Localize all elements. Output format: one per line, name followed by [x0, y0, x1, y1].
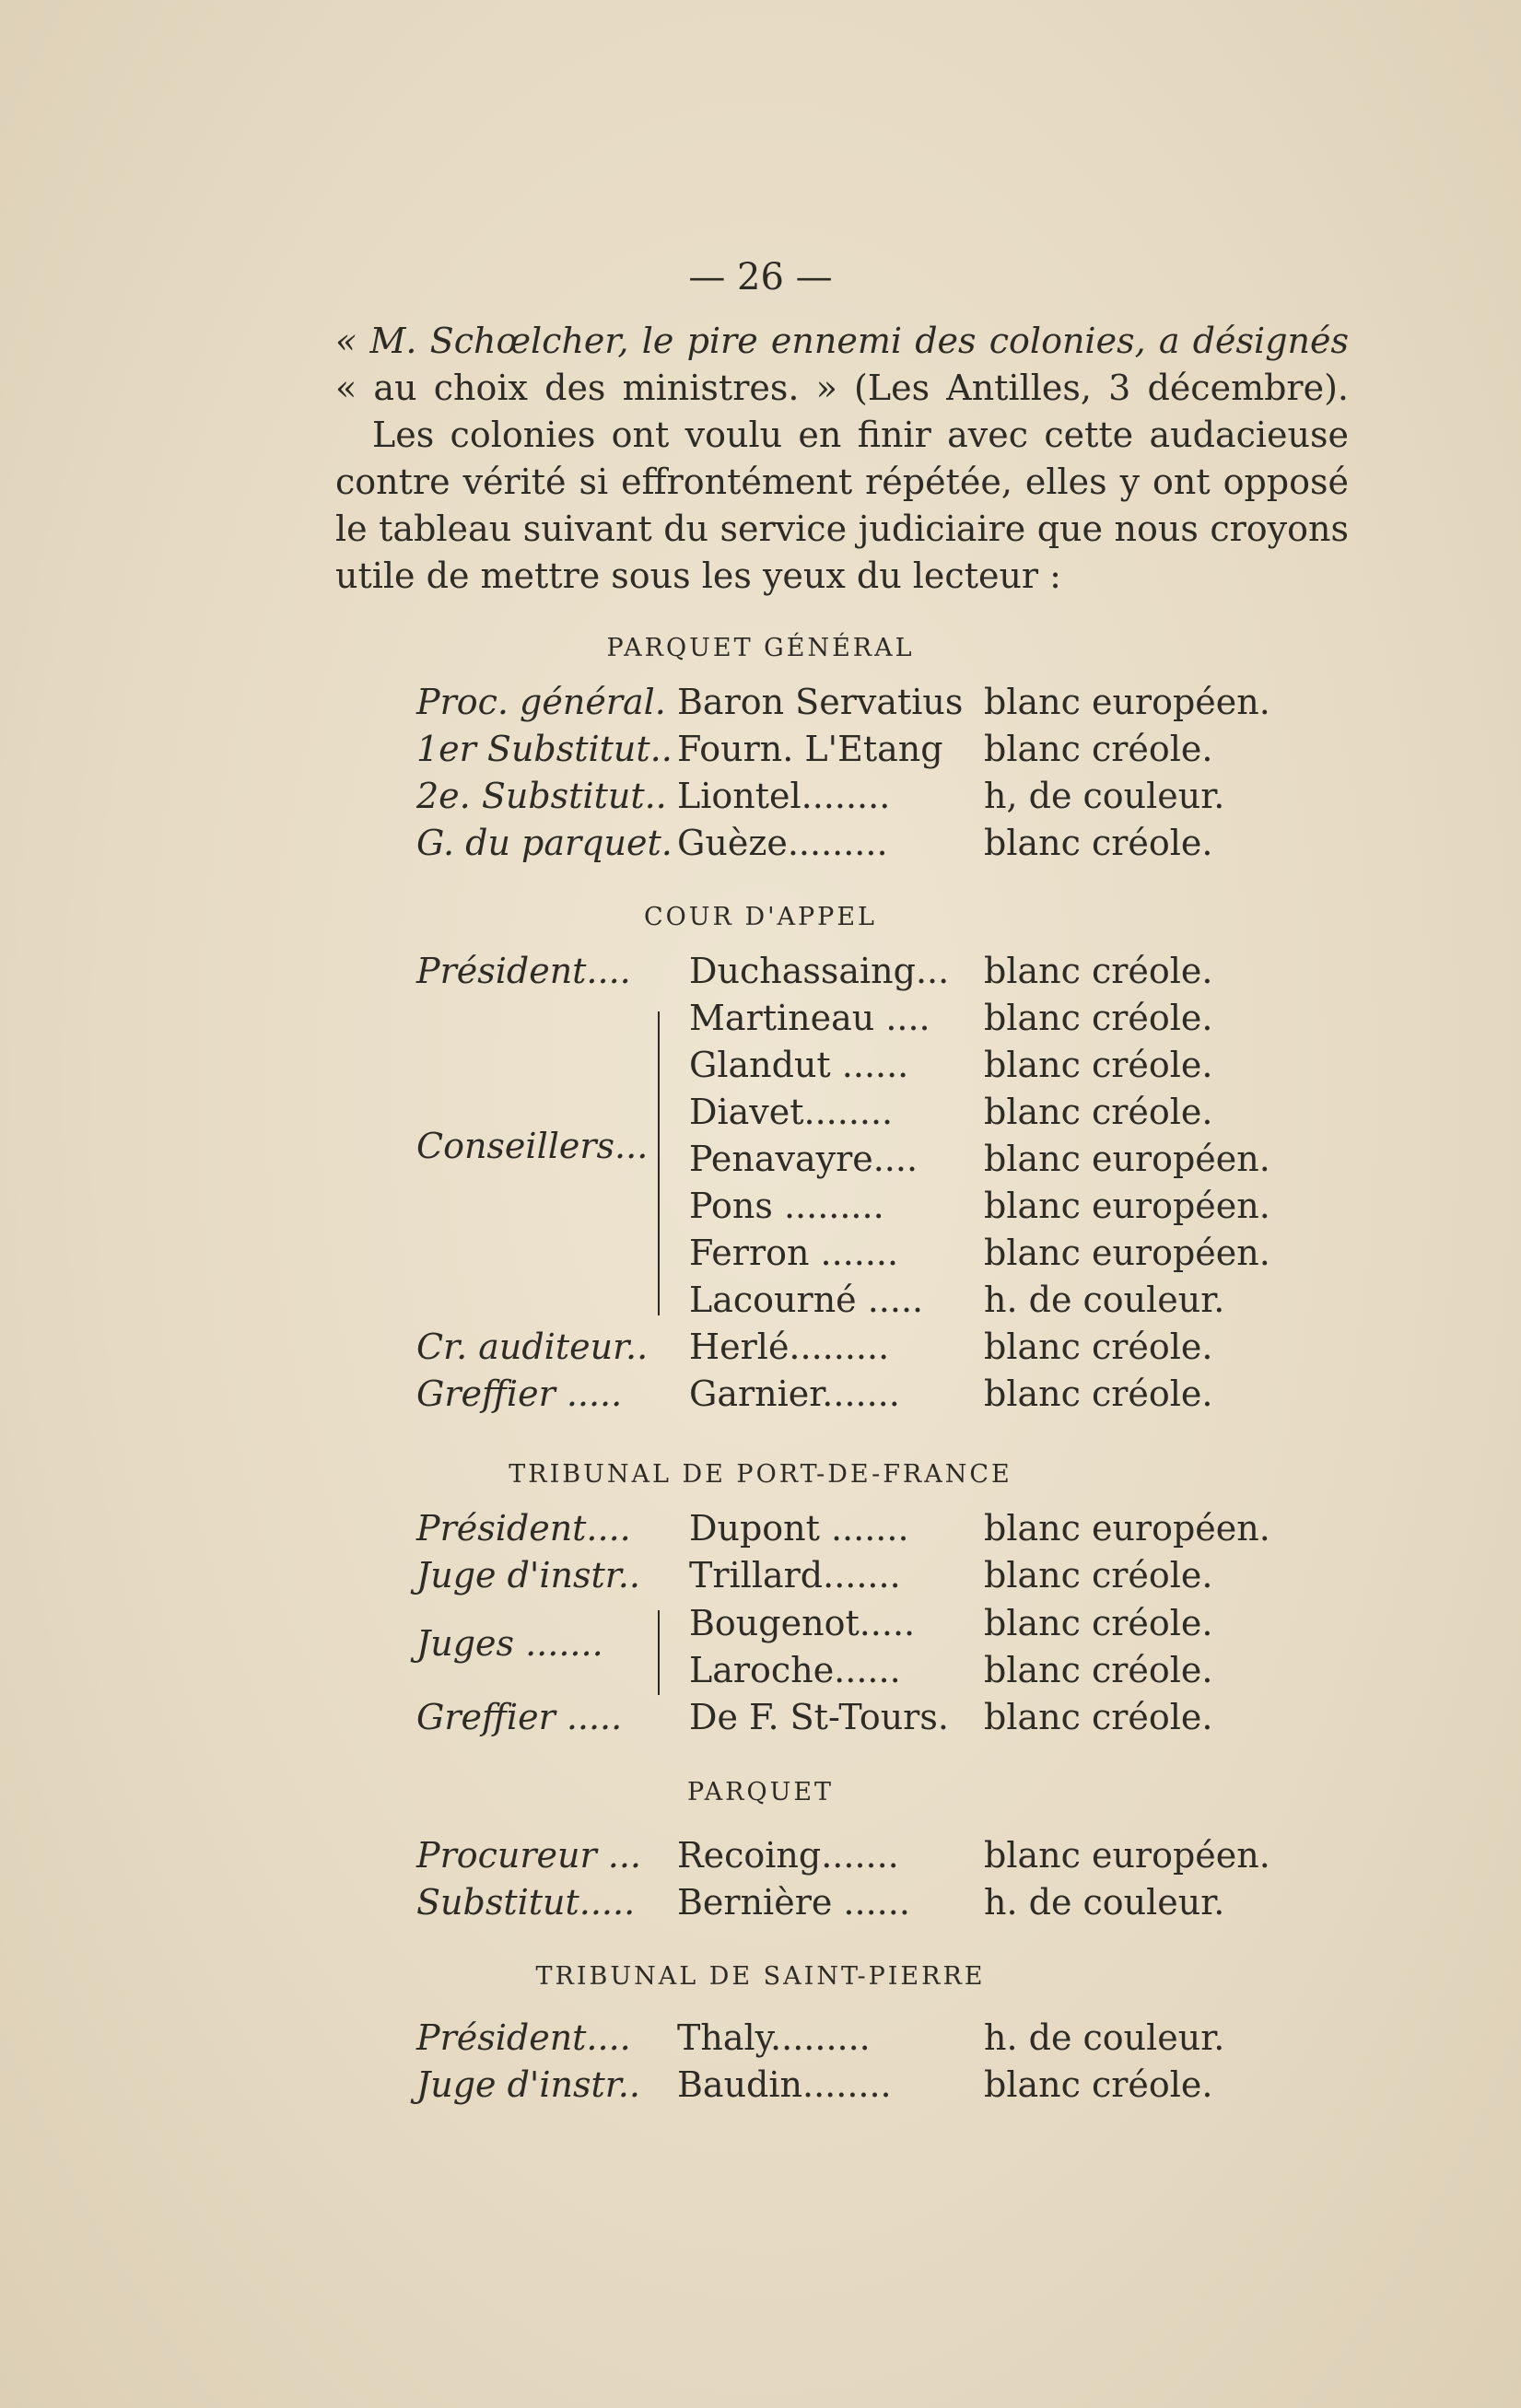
person-name: Ferron ....... [689, 1233, 899, 1273]
person-name: Baudin........ [677, 2064, 892, 2105]
role-title: Président.... [416, 951, 631, 991]
person-status: blanc européen. [984, 1139, 1270, 1179]
role-title: Procureur ... [416, 1835, 641, 1876]
person-status: blanc créole. [984, 1045, 1213, 1085]
person-status: h. de couleur. [984, 2017, 1225, 2058]
person-name: Bougenot..... [689, 1603, 916, 1643]
person-status: blanc créole. [984, 1697, 1213, 1737]
person-name: Bernière ...... [677, 1882, 910, 1923]
person-name: Guèze......... [677, 823, 888, 863]
person-status: blanc créole. [984, 1555, 1213, 1596]
person-status: blanc créole. [984, 1373, 1213, 1414]
person-status: h. de couleur. [984, 1280, 1225, 1320]
person-name: Glandut ...... [689, 1045, 909, 1085]
person-name: Duchassaing... [689, 951, 950, 991]
section-heading-tribunal-port-de-france: TRIBUNAL DE PORT-DE-FRANCE [509, 1460, 1012, 1489]
person-status: blanc européen. [984, 682, 1270, 722]
person-status: blanc créole. [984, 998, 1213, 1038]
person-status: blanc européen. [984, 1508, 1270, 1549]
person-name: Martineau .... [689, 998, 930, 1038]
role-title: Juge d'instr.. [416, 1555, 640, 1596]
person-name: Fourn. L'Etang [677, 729, 943, 769]
person-name: Pons ......... [689, 1186, 884, 1226]
person-name: Diavet........ [689, 1092, 894, 1132]
role-title: G. du parquet. [416, 823, 673, 863]
page-number: — 26 — [688, 256, 833, 298]
role-title: Conseillers... [416, 1126, 649, 1166]
person-name: Garnier....... [689, 1373, 900, 1414]
role-title: Juges ....... [416, 1623, 603, 1664]
person-status: blanc créole. [984, 1092, 1213, 1132]
person-status: blanc créole. [984, 1603, 1213, 1643]
person-status: h. de couleur. [984, 1882, 1225, 1923]
role-title: Président.... [416, 1508, 631, 1549]
role-title: Greffier ..... [416, 1697, 623, 1737]
person-status: h, de couleur. [984, 776, 1225, 816]
person-name: Penavayre.... [689, 1139, 918, 1179]
intro-line: Les colonies ont voulu en finir avec cette audacieuse [372, 415, 1349, 455]
role-title: Président.... [416, 2017, 631, 2058]
section-heading-tribunal-saint-pierre: TRIBUNAL DE SAINT-PIERRE [535, 1962, 986, 1991]
intro-paragraph [335, 318, 1349, 600]
person-status: blanc créole. [984, 2064, 1213, 2105]
brace [658, 1610, 660, 1695]
role-title: 2e. Substitut.. [416, 776, 667, 816]
person-name: Trillard....... [689, 1555, 901, 1596]
role-title: Substitut..... [416, 1882, 636, 1923]
section-heading-parquet-general: PARQUET GÉNÉRAL [606, 634, 915, 662]
role-title: 1er Substitut.. [416, 729, 673, 769]
person-status: blanc créole. [984, 1327, 1213, 1367]
person-status: blanc européen. [984, 1233, 1270, 1273]
person-name: Dupont ....... [689, 1508, 909, 1549]
role-title: Cr. auditeur.. [416, 1327, 649, 1367]
section-heading-parquet: PARQUET [686, 1778, 835, 1806]
person-status: blanc créole. [984, 729, 1213, 769]
person-name: De F. St-Tours. [689, 1697, 949, 1737]
role-title: Juge d'instr.. [416, 2064, 640, 2105]
person-status: blanc créole. [984, 951, 1213, 991]
person-status: blanc européen. [984, 1186, 1270, 1226]
intro-line: « M. Schœlcher, le pire ennemi des colonies, a désignés [335, 321, 1349, 361]
person-status: blanc créole. [984, 823, 1213, 863]
person-name: Thaly......... [677, 2017, 871, 2058]
intro-line: le tableau suivant du service judiciaire que nous croyons [335, 508, 1349, 549]
person-name: Liontel........ [677, 776, 891, 816]
person-status: blanc créole. [984, 1650, 1213, 1690]
person-status: blanc européen. [984, 1835, 1270, 1876]
intro-line: contre vérité si effrontément répétée, elles y ont opposé [335, 462, 1349, 502]
person-name: Herlé......... [689, 1327, 890, 1367]
person-name: Laroche...... [689, 1650, 901, 1690]
section-heading-cour-appel: COUR D'APPEL [643, 903, 877, 931]
intro-line: utile de mettre sous les yeux du lecteur : [335, 555, 1061, 596]
intro-line: « au choix des ministres. » (Les Antilles, 3 décembre). [335, 368, 1349, 408]
brace [658, 1011, 660, 1315]
person-name: Baron Servatius [677, 682, 964, 722]
person-name: Recoing....... [677, 1835, 899, 1876]
role-title: Proc. général. [416, 682, 666, 722]
role-title: Greffier ..... [416, 1373, 623, 1414]
person-name: Lacourné ..... [689, 1280, 924, 1320]
